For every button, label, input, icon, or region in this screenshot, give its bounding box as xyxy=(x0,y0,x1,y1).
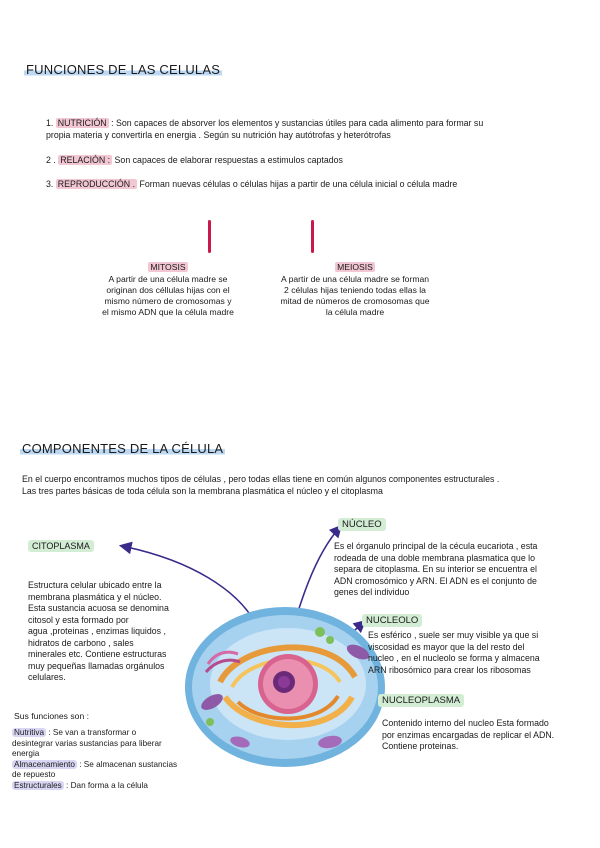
nucleoplasma-description: Contenido interno del nucleo Esta formado por enzimas encargadas de replicar el ADN. Contiene proteinas. xyxy=(382,718,555,751)
funcion-almacenamiento: Almacenamiento : Se almacenan sustancias xyxy=(14,759,178,769)
section-title-text: FUNCIONES DE LAS CELULAS xyxy=(26,62,221,77)
intro-text: En el cuerpo encontramos muchos tipos de células , pero todas ellas tiene en común algunos componentes estructurales . Las tres partes básicas de toda célula son la membrana plasmática el núcleo y el citoplasma xyxy=(22,474,500,496)
label-citoplasma: CITOPLASMA xyxy=(28,541,94,551)
mitosis-block: MITOSIS A partir de una célula madre se originan dos céllulas hijas con el mismo número de cromosomas y el mismo ADN que la célula madre xyxy=(102,262,234,317)
funciones-list: Nutritiva : Se van a transformar o desintegrar varias sustancias para liberar energia Almacenamiento : Se almacenan sustancias de repuesto Estructurales : Dan forma a la célula xyxy=(12,728,222,791)
funciones-heading: Sus funciones son : xyxy=(14,711,90,721)
meiosis-block: MEIOSIS A partir de una célula madre se forman 2 células hijas teniendo todas ellas la mitad de números de cromosomas que la célula madre xyxy=(280,262,430,317)
mitosis-title: MITOSIS xyxy=(150,262,186,272)
nucleolo-description: Es esférico , suele ser muy visible ya que si viscosidad es mayor que la del resto del nucleo , en el nucleolo se forma y almacena ARN ribosómico para crear los ribosomas xyxy=(368,630,540,675)
funcion-estructurales: Estructurales : Dan forma a la célula xyxy=(14,780,148,790)
term-nutricion: NUTRICIÓN xyxy=(57,118,107,128)
funcion-nutritiva: Nutritiva : Se van a transformar o xyxy=(14,728,137,737)
meiosis-title: MEIOSIS xyxy=(337,262,373,272)
label-nucleoplasma: NUCLEOPLASMA xyxy=(378,695,464,706)
item-reproduccion: 3. REPRODUCCIÓN . Forman nuevas células o células hijas a partir de una célula inicial o célula madre xyxy=(46,179,458,189)
nucleo-description: Es el órganulo principal de la cécula eucariota , esta rodeada de una doble membrana plasmatica que lo separa de citoplasma. En su interior se encuentra el ADN cromosómico y ARN. El ADN es el conjunto de genes del individuo xyxy=(334,541,538,597)
label-nucleo: NÚCLEO xyxy=(338,519,386,530)
item-relacion: 2 . RELACIÓN : Son capaces de elaborar respuestas a estimulos captados xyxy=(46,155,343,165)
item-nutricion: 1. NUTRICIÓN : Son capaces de absorver los elementos y sustancias útiles para cada alimento para formar su propia materia y convertirla en energia . Según su nutrición hay autótrofas y heterótrofas xyxy=(46,118,484,140)
citoplasma-description: Estructura celular ubicado entre la membrana plasmática y el núcleo. Esta sustancia acuosa se denomina citosol y esta formado por agua ,proteinas , enzimas liquidos , hidratos de carbono , sales minerales etc. Contiene estructuras muy pequeñas llamadas orgánulos celulares. xyxy=(28,580,169,682)
section-title-text: COMPONENTES DE LA CÉLULA xyxy=(22,441,224,456)
term-relacion: RELACIÓN : xyxy=(60,155,111,165)
label-nucleolo: NUCLEOLO xyxy=(362,615,422,626)
term-reproduccion: REPRODUCCIÓN . xyxy=(57,179,136,189)
